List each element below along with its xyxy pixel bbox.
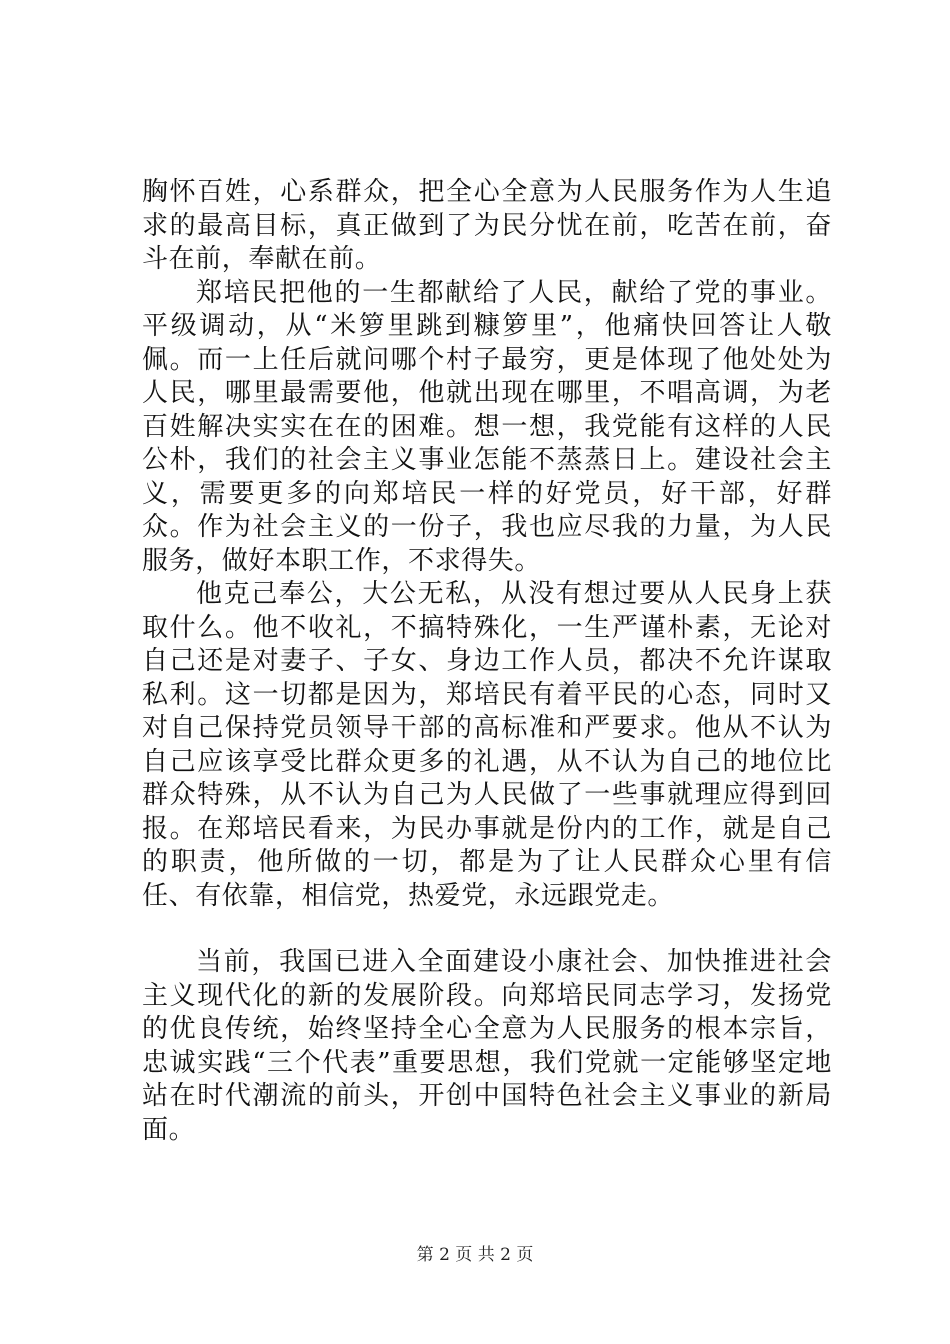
paragraph-dedication: 郑培民把他的一生都献给了人民，献给了党的事业。平级调动，从“米箩里跳到糠箩里”，他痛快回答让人敬佩。而一上任后就问哪个村子最穷，更是体现了他处处为人民，哪里最需要他，他就出现在哪里，不唱高调，为老百姓解决实实在在的困难。想一想，我党能有这样的人民公朴，我们的社会主义事业怎能不蒸蒸日上。建设社会主义，需要更多的向郑培民一样的好党员，好干部，好群众。作为社会主义的一份子，我也应尽我的力量，为人民服务，做好本职工作，不求得失。 [142, 277, 832, 576]
document-body [142, 176, 832, 1147]
paragraph-selflessness: 他克己奉公，大公无私，从没有想过要从人民身上获取什么。他不收礼，不搞特殊化，一生严谨朴素，无论对自己还是对妻子、子女、身边工作人员，都决不允许谋取私利。这一切都是因为，郑培民有着平民的心态，同时又对自己保持党员领导干部的高标准和严要求。他从不认为自己应该享受比群众更多的礼遇，从不认为自己的地位比群众特殊，从不认为自己为人民做了一些事就理应得到回报。在郑培民看来，为民办事就是份内的工作，就是自己的职责，他所做的一切，都是为了让人民群众心里有信任、有依靠，相信党，热爱党，永远跟党走。 [142, 579, 832, 911]
paragraph-gap [142, 913, 832, 946]
paragraph-continuation: 胸怀百姓，心系群众，把全心全意为人民服务作为人生追求的最高目标，真正做到了为民分忧在前，吃苦在前，奋斗在前，奉献在前。 [142, 177, 832, 274]
paragraph-conclusion: 当前，我国已进入全面建设小康社会、加快推进社会主义现代化的新的发展阶段。向郑培民同志学习，发扬党的优良传统，始终坚持全心全意为人民服务的根本宗旨，忠诚实践“三个代表”重要思想，我们党就一定能够坚定地站在时代潮流的前头，开创中国特色社会主义事业的新局面。 [142, 947, 832, 1145]
page-number-footer: 第 2 页 共 2 页 [416, 1245, 534, 1265]
